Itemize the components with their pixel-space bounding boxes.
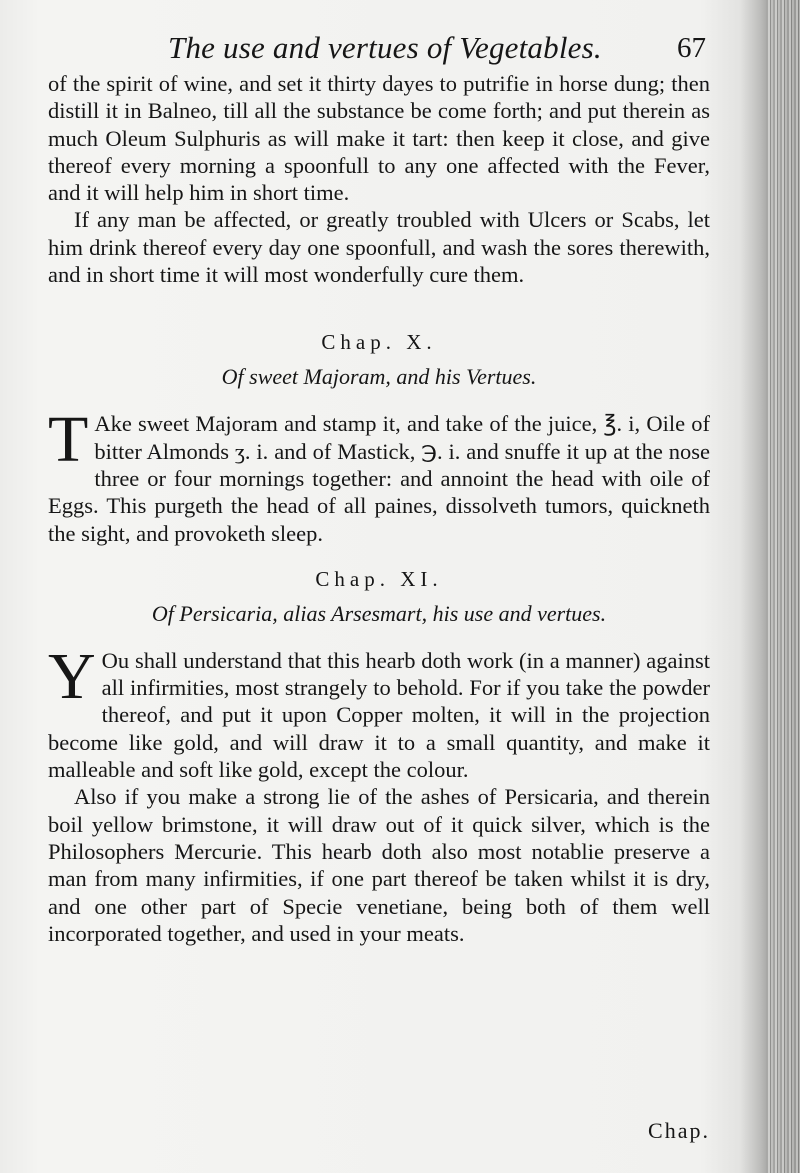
page-number: 67 (677, 32, 706, 64)
chapter-10-subtitle: Of sweet Majoram, and his Vertues. (221, 364, 537, 390)
page-text-block (48, 26, 710, 947)
chapter-11-text: Ou shall understand that this hearb doth work (in a manner) against all infirmities, most strangely to behold. For if you take the powder thereof, and put it upon Copper molten, it will in the projection become like gold, and will draw it to a small quantity, and make it malleable and soft like gold, except the colour. (48, 647, 710, 783)
ulcers-paragraph: If any man be affected, or greatly troubled with Ulcers or Scabs, let him drink thereof every day one spoonfull, and wash the sores therewith, and in short time it will most wonderfully cure them. (48, 207, 710, 288)
dropcap-y: Y (48, 639, 96, 713)
dropcap-t: T (48, 403, 89, 477)
running-title: The use and vertues of Vegetables. (168, 30, 602, 65)
chapter-11-heading: Chap. XI. (315, 566, 443, 591)
chapter-10-text: Ake sweet Majoram and stamp it, and take of the juice, ℥. i, Oile of bitter Almonds ʒ. i. and of Mastick, ℈. i. and snuffe it up at the nose three or four mornings together: and annoint the head with oile of Eggs. This purgeth the head of all paines, dissolveth tumors, quickneth the sight, and provoketh sleep. (48, 411, 710, 546)
chapter-11-paragraph (48, 639, 710, 783)
chapter-10-heading: Chap. X. (321, 330, 437, 355)
running-head (48, 26, 710, 70)
book-gutter (766, 0, 800, 1173)
chapter-10-paragraph (48, 403, 710, 546)
chapter-11-subtitle: Of Persicaria, alias Arsesmart, his use and vertues. (151, 600, 607, 626)
catchword: Chap. (648, 1118, 710, 1143)
continuation-paragraph: of the spirit of wine, and set it thirty dayes to putrifie in horse dung; then distill it in Balneo, till all the substance be come forth; and put therein as much Oleum Sulphuris as will make it tart: then keep it close, and give thereof every morning a spoonfull to any one affected with the Fever, and it will help him in short time. (48, 71, 710, 206)
chapter-11-paragraph-2: Also if you make a strong lie of the ashes of Persicaria, and therein boil yellow brimstone, it will draw out of it quick silver, which is the Philosophers Mercurie. This hearb doth also most notablie preserve a man from many infirmities, if one part thereof be taken whilst it is dry, and one other part of Specie venetiane, being both of them well incorporated together, and used in your meats. (48, 784, 710, 946)
gutter-shadow (740, 0, 766, 1173)
